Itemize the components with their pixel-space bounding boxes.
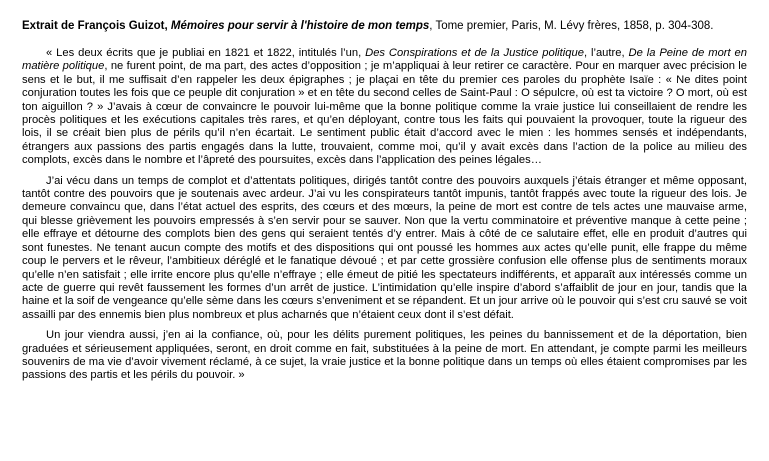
source-citation: [22, 19, 747, 33]
work-title: Mémoires pour servir à l'histoire de mon temps: [170, 20, 430, 32]
paragraph-1: [22, 47, 747, 168]
paragraph-2: J’ai vécu dans un temps de complot et d’attentats politiques, dirigés tantôt contre des pouvoirs auxquels j’étais étranger et même opposant, tantôt contre des pouvoirs que je soutenais avec ardeur. J’ai vu les conspirateurs tantôt impunis, tantôt frappés avec toute la rigueur des lois. Je demeure convaincu que, dans l’état actuel des esprits, des cœurs et des mœurs, la peine de mort est contre de tels actes une mauvaise arme, qui blesse grièvement les pouvoirs empressés à s’en servir pour se sauver. Non que la vertu comminatoire et préventive manque à cette peine ; elle effraye et détourne des complots bien des gens qui seraient tentés d’y entrer. Mais à côté de ce salutaire effet, elle en produit d’autres qui sont funestes. Ne tenant aucun compte des motifs et des dispositions qui ont poussé les hommes aux actes qu’elle punit, elle frappe du même coup le pervers et le rêveur, l’ambitieux déréglé et le fanatique dévoué ; et par cette grossière confusion elle offense plus de sentiments moraux qu’elle n’en satisfait ; elle irrite encore plus qu’elle n’effraye ; elle émeut de pitié les spectateurs indifférents, et apparaît aux intéressés comme un acte de guerre qui revêt faussement les formes d’un arrêt de justice. L’intimidation qu’elle inspire d’abord s’affaiblit de jour en jour, tandis que la haine et la soif de vengeance qu’elle sème dans les cœurs s’enveniment et se répandent. Et un jour arrive où le pouvoir qui s’est cru sauvé se voit assailli par des ennemis bien plus nombreux et plus acharnés que n’étaient ceux dont il s’est défait.: [22, 174, 747, 321]
paragraph-1-title-2: De la Peine de mort en matière politique: [22, 47, 747, 73]
citation-prefix: Extrait de François Guizot,: [22, 20, 171, 32]
paragraph-1-title-1: Des Conspirations et de la Justice politique: [365, 47, 584, 59]
paragraph-1-part-c: , ne furent point, de ma part, des actes d’opposition ; je m’appliquai à leur retirer ce caractère. Pour en marquer avec précision le sens et le but, il me suffisait d’en rappeler les deux épigraphes ; je plaçai en tête du premier ces paroles du prophète Isaïe : « Ne dites point conjuration toutes les fois que ce peuple dit conjuration » et en tête du second celles de Saint-Paul : O sépulcre, où est ta victoire ? O mort, où est ton aiguillon ? » J’avais à cœur de convaincre le pouvoir lui-même que la bonne politique comme la vraie justice lui conseillaient de rendre les procès politiques et les exécutions capitales très rares, et qu’en déployant, contre tous les faits qui pouvaient la provoquer, toute la rigueur des lois, il se créait bien plus de périls qu’il n’en écartait. Le sentiment public était d’accord avec le mien : les hommes sensés et indépendants, étrangers aux passions des partis engagés dans la lutte, trouvaient, comme moi, qu’il y avait excès dans l’action de la police au milieu des complots, excès dans le nombre et l’âpreté des poursuites, excès dans l’application des peines légales…: [22, 60, 747, 167]
paragraph-3: Un jour viendra aussi, j’en ai la confiance, où, pour les délits purement politiques, les peines du bannissement et de la déportation, bien graduées et sérieusement appliquées, seront, en droit comme en fait, substituées à la peine de mort. En attendant, je compte parmi les meilleurs souvenirs de ma vie d’avoir vivement réclamé, à ce sujet, la vraie justice et la bonne politique dans un temps où elles étaient compromises par les passions des partis et les périls du pouvoir. »: [22, 329, 747, 382]
paragraph-1-part-a: « Les deux écrits que je publiai en 1821 et 1822, intitulés l’un,: [46, 47, 366, 59]
citation-details: , Tome premier, Paris, M. Lévy frères, 1858, p. 304-308.: [429, 20, 714, 32]
excerpt-body: [22, 47, 747, 383]
paragraph-1-part-b: , l’autre,: [583, 47, 629, 59]
